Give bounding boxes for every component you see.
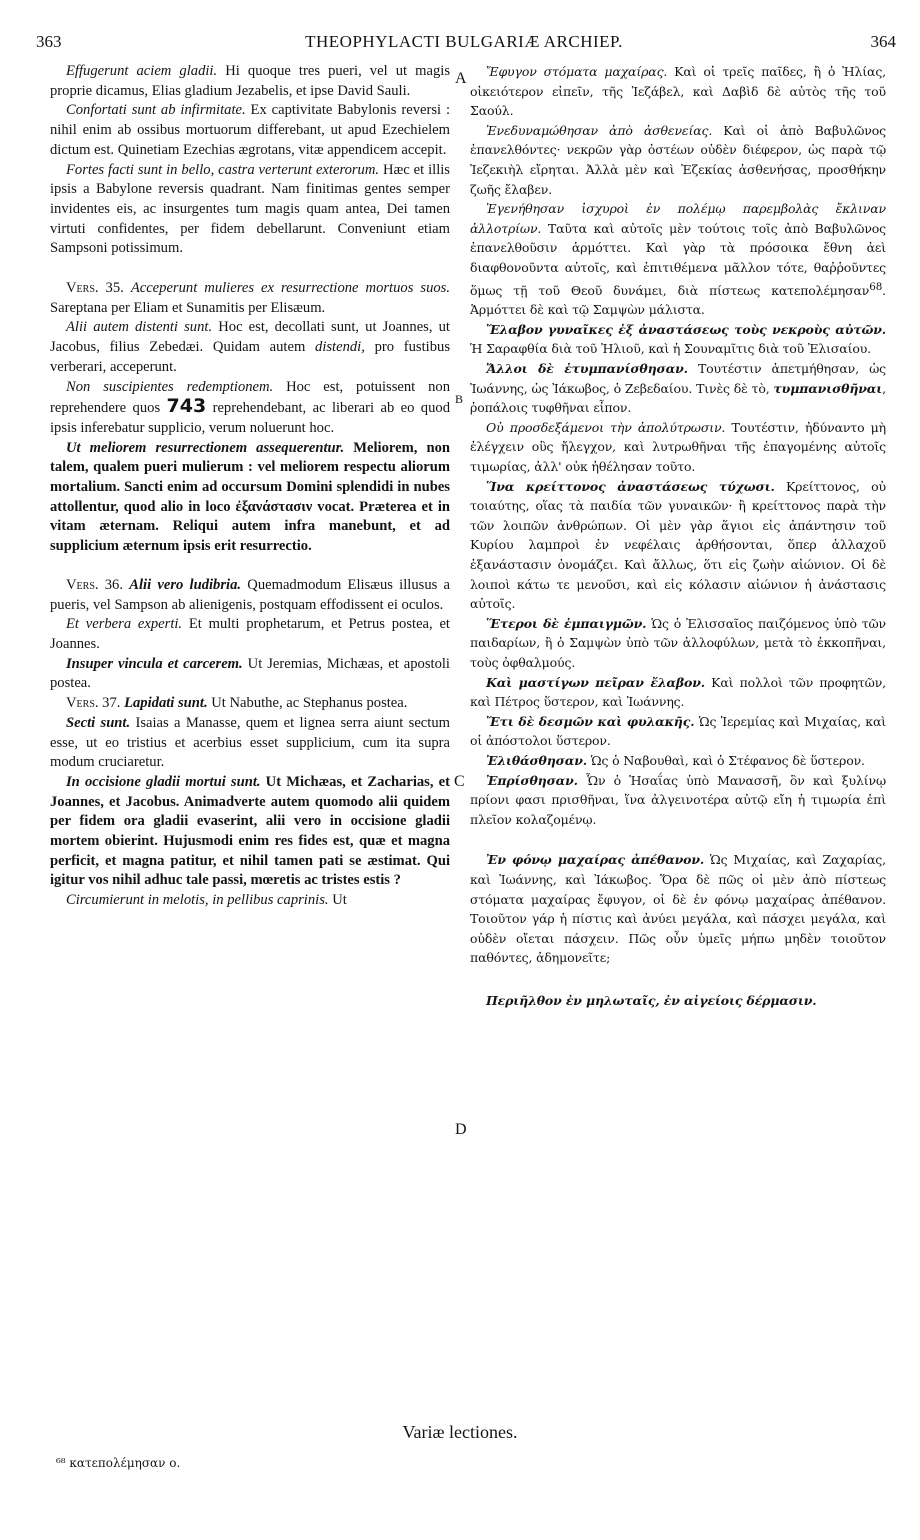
- commentary-text: Hoc est, decollati sunt, ut Joannes, ut Jacobus, filius Zebedæi. Quidam autem: [50, 319, 450, 356]
- latin-paragraph: [50, 62, 450, 101]
- greek-paragraph: [470, 418, 886, 477]
- greek-paragraph: [470, 991, 886, 1011]
- greek-paragraph: [470, 712, 886, 751]
- commentary-text: , ῥοπάλοις τυφθῆναι εἶπον.: [470, 380, 886, 416]
- latin-paragraph: [50, 161, 450, 260]
- commentary-text: Ut Michæas, et Zacharias, et Joannes, et Jacobus. Animadverte autem quomodo alii quidem per fidem ora gladii evaserint, alii vero in occisione gladii mortem obierint. Hujusmodi enim res fides est, quæ et magna perficit, et magna patitur, et nihil tamen pati se æstimat. Qui igitur vos nihil adhuc tale passi, mœretis ac tristes estis ?: [50, 773, 450, 889]
- commentary-text: Ὡς Ἱερεμίας καὶ Μιχαίας, καὶ οἱ ἀπόστολοι ὕστερον.: [470, 713, 887, 749]
- commentary-text: Quemadmodum Elisæus illusus a pueris, vel Sampson ab alienigenis, postquam effodissent ei oculos.: [50, 576, 451, 613]
- lemma: Confortati sunt ab infirmitate.: [66, 102, 246, 119]
- lemma: Acceperunt mulieres ex resurrectione mortuos suos.: [130, 280, 450, 297]
- latin-paragraph: [50, 378, 450, 439]
- lemma: Περιῆλθον ἐν μηλωταῖς, ἐν αἰγείοις δέρμασιν.: [486, 992, 817, 1008]
- greek-paragraph: [470, 62, 886, 121]
- lemma-inline: distendi,: [315, 339, 365, 356]
- commentary-text: Ἡ Σαραφθία διὰ τοῦ Ἠλιοῦ, καὶ ἡ Σουναμῖτις διὰ τοῦ Ἐλισαίου.: [470, 341, 871, 357]
- greek-paragraph: [470, 751, 886, 771]
- lemma: Ἔτι δὲ δεσμῶν καὶ φυλακῆς.: [486, 713, 695, 729]
- running-title: THEOPHYLACTI BULGARIÆ ARCHIEP.: [305, 32, 623, 51]
- margin-letter: D: [455, 1121, 467, 1138]
- latin-paragraph: [50, 101, 450, 160]
- commentary-text: Isaias a Manasse, quem et lignea serra aiunt sectum esse, ut eo tristius et acerbius esset supplicium, cum ita supra modum cruciaretur.: [50, 714, 450, 771]
- lemma: Ut meliorem resurrectionem assequerentur.: [66, 439, 345, 456]
- verse-number: Vers. 37.: [66, 695, 121, 712]
- latin-paragraph: [50, 891, 450, 911]
- latin-paragraph: [50, 615, 450, 654]
- greek-paragraph: [470, 850, 886, 968]
- latin-paragraph: [50, 694, 450, 714]
- lemma: Ἐπρίσθησαν.: [486, 772, 578, 788]
- commentary-text: Τουτέστιν ἀπετμήθησαν, ὡς Ἰωάννης, ὡς Ἰάκωβος, ὁ Ζεβεδαίου. Τινὲς δὲ τὸ,: [470, 361, 886, 396]
- verse-number: Vers. 35.: [66, 280, 124, 297]
- page-number-left: 363: [36, 32, 62, 51]
- commentary-text: Ταῦτα καὶ αὐτοῖς μὲν τούτοις τοῖς ἀπὸ Βαβυλῶνος ἐπανελθοῦσιν ἁρμόττει. Καὶ γὰρ τὰ πρόσοικα ἔθνη ἀεὶ διαφθονοῦντα αὐτοῖς, καὶ ἐπιτιθέμενα μᾶλλον τότε, θαῤῥοῦντες ὅμως τῇ τοῦ Θεοῦ δυνάμει, διὰ πίστεως κατεπολέμησαν: [470, 220, 886, 298]
- commentary-text: Ut Jeremias, Michæas, et apostoli postea.: [50, 655, 450, 692]
- commentary-text: Τουτέστιν, ἠδύναντο μὴ ἐλέγχειν οὓς ἤλεγχον, καὶ λυτρωθῆναι τῆς ἐπαγομένης αὐτοῖς τιμωρίας, ἀλλ' οὐκ ἠθέλησαν τοῦτο.: [470, 419, 886, 475]
- commentary-text: . Ἁρμόττει δὲ καὶ τῷ Σαμψὼν μάλιστα.: [470, 282, 886, 318]
- lemma: Alii vero ludibria.: [129, 576, 242, 593]
- lemma: Fortes facti sunt in bello, castra verterunt exterorum.: [66, 161, 380, 178]
- lemma: In occisione gladii mortui sunt.: [66, 773, 261, 790]
- column-number: 743: [166, 395, 207, 418]
- commentary-text: Ut: [328, 892, 347, 909]
- latin-paragraph: [50, 318, 450, 377]
- commentary-text: Ὡς ὁ Ἐλισσαῖος παιζόμενος ὑπὸ τῶν παιδαρίων, ἢ ὁ Σαμψὼν ὑπὸ τῶν ἀλλοφύλων, μετὰ τὸ ἐκκοπῆναι, τοὺς ὀφθαλμούς.: [470, 615, 886, 670]
- lemma: Καὶ μαστίγων πεῖραν ἔλαβον.: [486, 674, 705, 690]
- commentary-text: Ὡς ὁ Ναβουθαὶ, καὶ ὁ Στέφανος δὲ ὕστερον.: [586, 752, 865, 768]
- greek-paragraph: [470, 320, 886, 359]
- lemma: Circumierunt in melotis, in pellibus caprinis.: [66, 892, 329, 909]
- lemma: Ἵνα κρείττονος ἀναστάσεως τύχωσι.: [486, 478, 775, 494]
- commentary-text: Sareptana per Eliam et Sunamitis per Elisæum.: [50, 299, 326, 316]
- lemma: Ἐγενήθησαν ἰσχυροὶ ἐν πολέμῳ παρεμβολὰς ἔκλιναν ἀλλοτρίων.: [470, 201, 886, 236]
- latin-paragraph: [50, 773, 450, 891]
- commentary-text: Καὶ πολλοὶ τῶν προφητῶν, καὶ Πέτρος ὕστερον, καὶ Ἰωάννης.: [470, 674, 886, 710]
- lemma: Οὐ προσδεξάμενοι τὴν ἀπολύτρωσιν.: [486, 419, 726, 435]
- greek-paragraph: [470, 359, 886, 418]
- lemma-inline: τυμπανισθῆναι: [773, 380, 883, 396]
- variae-lectiones-heading: Variæ lectiones.: [402, 1422, 518, 1442]
- commentary-text: Ὡς Μιχαίας, καὶ Ζαχαρίας, καὶ Ἰωάννης, καὶ Ἰάκωβος. Ὅρα δὲ πῶς οἱ μὲν ἀπὸ πίστεως στόματα μαχαίρας ἔφυγον, οἱ δὲ ἐν φόνῳ μαχαίρας ἀπέθανον. Τοιοῦτον γάρ ἡ πίστις καὶ ἀνύει μεγάλα, καὶ πάσχει μεγάλα, καὶ οὐδὲν οἴεται πάσχειν. Πῶς οὖν ὑμεῖς μήπω μηδὲν τοιοῦτον παθόντες, ἀδημονεῖτε;: [470, 852, 886, 966]
- greek-paragraph: [470, 121, 886, 199]
- commentary-text: Ut Nabuthe, ac Stephanus postea.: [207, 695, 408, 712]
- lemma: Et verbera experti.: [66, 616, 183, 633]
- lemma: Non suscipientes redemptionem.: [66, 378, 274, 395]
- margin-letter: B: [455, 392, 464, 406]
- lemma: Lapidati sunt.: [124, 695, 208, 712]
- greek-paragraph: [470, 673, 886, 712]
- lemma: Insuper vincula et carcerem.: [66, 655, 243, 672]
- commentary-text: Et multi prophetarum, et Petrus postea, et Joannes.: [50, 616, 450, 652]
- page-number-right: 364: [870, 32, 896, 51]
- commentary-text: Hi quoque tres pueri, vel ut magis proprie dicamus, Elias gladium Jezabelis, et ipse David Sauli.: [50, 63, 450, 99]
- commentary-text: pro fustibus verberari, acceperunt.: [50, 339, 450, 375]
- margin-letter: C: [454, 773, 465, 790]
- latin-paragraph: [50, 714, 450, 773]
- greek-paragraph: [470, 614, 886, 673]
- lemma: Ἕτεροι δὲ ἐμπαιγμῶν.: [486, 615, 647, 631]
- footnote-ref: 68: [869, 280, 883, 293]
- greek-paragraph: [470, 771, 886, 830]
- commentary-text: reprehendebant, ac liberari ab eo quod ipsis inferebatur supplicio, verum noluerunt hoc.: [50, 400, 450, 436]
- lemma: Ἐνεδυναμώθησαν ἀπὸ ἀσθενείας.: [486, 122, 713, 138]
- lemma: Ἄλλοι δὲ ἐτυμπανίσθησαν.: [486, 361, 688, 377]
- commentary-text: Κρείττονος, οὐ τοιαύτης, οἵας τὰ παιδία τῶν γυναικῶν· ἢ κρείττονος παρὰ τὴν τῶν λοιπῶν ἀνθρώπων. Οἱ μὲν γὰρ ἅγιοι εἰς ἀπάντησιν τοῦ Κυρίου λαμπροὶ ἐν νεφέλαις ἀρθήσονται, ὅπερ ἀλλαχοῦ ἐξανάστασιν ὀνομάζει. Καὶ ἄλλως, ὅτι εἰς ζωὴν αἰώνιον. Οἱ δὲ λοιποὶ κάτω τε μενοῦσι, καὶ εἰς κόλασιν αἰώνιον ἡ ἀνάστασις αὐτοῖς.: [470, 478, 886, 612]
- lemma: Secti sunt.: [66, 714, 131, 731]
- lemma: Alii autem distenti sunt.: [66, 319, 213, 336]
- lemma: Ἐλιθάσθησαν.: [486, 752, 587, 768]
- verse-number: Vers. 36.: [66, 576, 124, 593]
- latin-paragraph: [50, 279, 450, 318]
- commentary-text: Hoc est, potuissent non reprehendere quos: [50, 378, 450, 417]
- commentary-text: Meliorem, non talem, qualem pueri mulierum : vel meliorem respectu aliorum mortalium. Sancti enim ad occursum Domini splendidi in nubes attollentur, quod alio in loco ἐξανάστασιν vocat. Præterea et in vitam æternam. Reliqui autem infra manebunt, et ad supplicium æternum ipsis erit resurrectio.: [50, 439, 451, 555]
- latin-paragraph: [50, 576, 450, 615]
- footnote: ⁶⁸ κατεπολέμησαν ο.: [56, 1456, 181, 1470]
- margin-letter: A: [455, 70, 467, 87]
- latin-paragraph: [50, 439, 450, 557]
- lemma: Effugerunt aciem gladii.: [66, 63, 218, 79]
- lemma: Ἔφυγον στόματα μαχαίρας.: [486, 64, 668, 79]
- latin-column: [50, 62, 450, 911]
- latin-paragraph: [50, 655, 450, 694]
- commentary-text: Καὶ οἱ ἀπὸ Βαβυλῶνος ἐπανελθόντες· νεκρῶν γὰρ ὀστέων οὐδὲν διέφερον, ὡς παρὰ τῷ Ἰεζεκιὴλ εἴρηται. Ἀλλὰ μὲν καὶ Ἐζεκίας ἀσθενήσας, προσθήκην ζωῆς ἔλαβεν.: [470, 122, 886, 197]
- commentary-text: Hæc et illis ipsis a Babylone reversis quadrant. Nam finitimas gentes semper invidentes eis, ac insurgentes tum magis quam antea, Dei tamen virtuti confidentes, per fidem debellarunt. Conveniunt etiam Sampsoni potissimum.: [50, 161, 450, 257]
- greek-column: [470, 62, 886, 1010]
- commentary-text: Ex captivitate Babylonis reversi : nihil enim ab ossibus mortuorum differebant, ut apud Ezechielem dictum est. Quinetiam Ezechias ægrotans, vitæ appendicem accepit.: [50, 102, 450, 158]
- lemma: Ἔλαβον γυναῖκες ἐξ ἀναστάσεως τοὺς νεκροὺς αὐτῶν.: [486, 321, 886, 337]
- commentary-text: Ὧν ὁ Ἡσαΐας ὑπὸ Μανασσῆ, ὃν καὶ ξυλίνῳ πρίονι φασι πρισθῆναι, ἵνα ἀλγεινοτέρα αὐτῷ εἴη ἡ τιμωρία ἐπὶ πλεῖον κολαζομένῳ.: [470, 772, 886, 827]
- lemma: Ἐν φόνῳ μαχαίρας ἀπέθανον.: [486, 852, 705, 868]
- running-header: [28, 30, 900, 54]
- commentary-text: Καὶ οἱ τρεῖς παῖδες, ἢ ὁ Ἠλίας, οἰκειότερον εἰπεῖν, τῆς Ἰεζάβελ, καὶ Δαβὶδ δὲ αὐτὸς τῆς τοῦ Σαούλ.: [470, 64, 886, 119]
- greek-paragraph: [470, 199, 886, 320]
- greek-paragraph: [470, 477, 886, 614]
